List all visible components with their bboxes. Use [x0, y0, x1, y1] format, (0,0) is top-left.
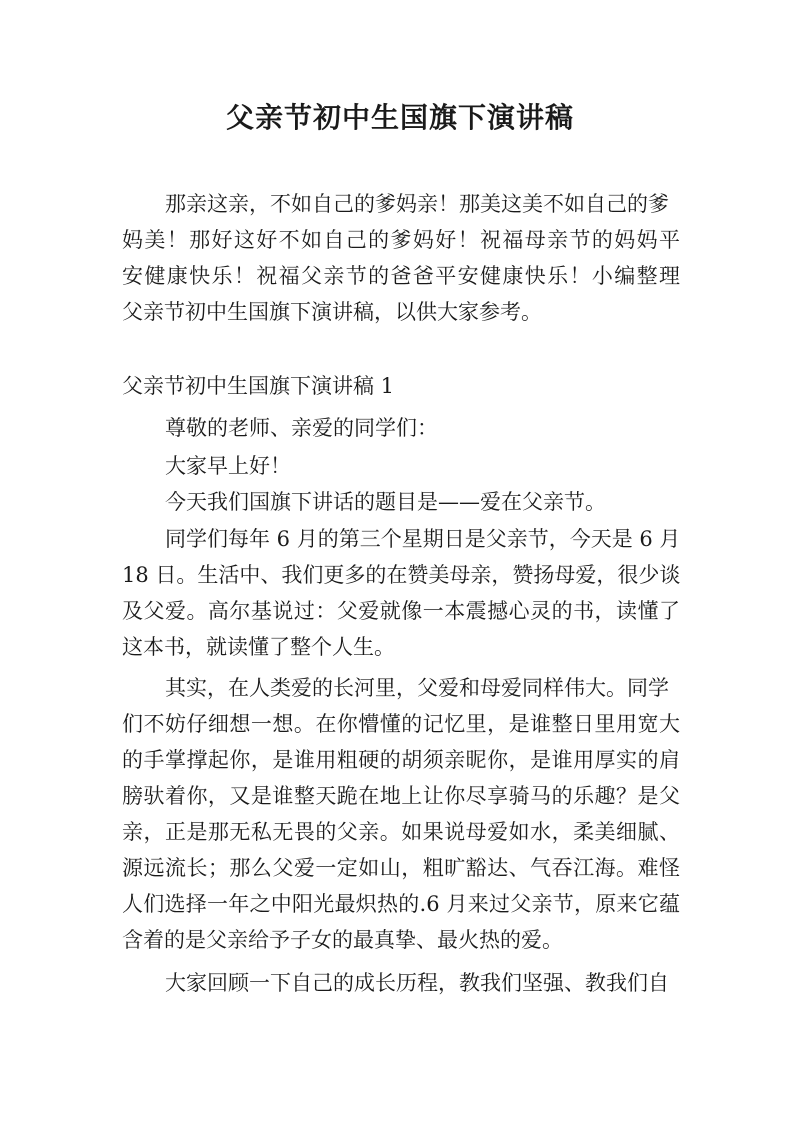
paragraph-line: 18 日。生活中、我们更多的在赞美母亲，赞扬母爱，很少谈	[122, 563, 681, 587]
intro-line: 父亲节初中生国旗下演讲稿，以供大家参考。	[122, 300, 542, 324]
paragraph-line: 人们选择一年之中阳光最炽热的.6 月来过父亲节，原来它蕴	[122, 892, 680, 916]
paragraph-line: 们不妨仔细想一想。在你懵懂的记忆里，是谁整日里用宽大	[122, 712, 680, 736]
intro-line: 那亲这亲，不如自己的爹妈亲！那美这美不如自己的爹	[165, 192, 669, 216]
paragraph-line: 其实，在人类爱的长河里，父爱和母爱同样伟大。同学	[165, 676, 669, 700]
section-heading: 父亲节初中生国旗下演讲稿 1	[122, 374, 395, 398]
paragraph-line: 这本书，就读懂了整个人生。	[122, 635, 395, 659]
paragraph-line: 膀驮着你，又是谁整天跪在地上让你尽享骑马的乐趣？是父	[122, 784, 680, 808]
greeting: 大家早上好！	[165, 454, 291, 478]
salutation: 尊敬的老师、亲爱的同学们：	[165, 416, 438, 440]
paragraph-line: 及父爱。高尔基说过：父爱就像一本震撼心灵的书，读懂了	[122, 599, 680, 623]
paragraph-line: 亲，正是那无私无畏的父亲。如果说母爱如水，柔美细腻、	[122, 820, 680, 844]
paragraph-line: 的手掌撑起你，是谁用粗硬的胡须亲昵你，是谁用厚实的肩	[122, 748, 680, 772]
intro-line: 安健康快乐！祝福父亲节的爸爸平安健康快乐！小编整理	[122, 264, 680, 288]
document-title: 父亲节初中生国旗下演讲稿	[225, 101, 574, 134]
topic-line: 今天我们国旗下讲话的题目是——爱在父亲节。	[165, 490, 606, 514]
paragraph-line: 同学们每年 6 月的第三个星期日是父亲节，今天是 6 月	[165, 527, 681, 551]
paragraph-line: 大家回顾一下自己的成长历程，教我们坚强、教我们自	[165, 971, 669, 995]
intro-line: 妈美！那好这好不如自己的爹妈好！祝福母亲节的妈妈平	[122, 228, 680, 252]
paragraph-line: 源远流长；那么父爱一定如山，粗旷豁达、气吞江海。难怪	[122, 856, 680, 880]
paragraph-line: 含着的是父亲给予子女的最真挚、最火热的爱。	[122, 928, 563, 952]
